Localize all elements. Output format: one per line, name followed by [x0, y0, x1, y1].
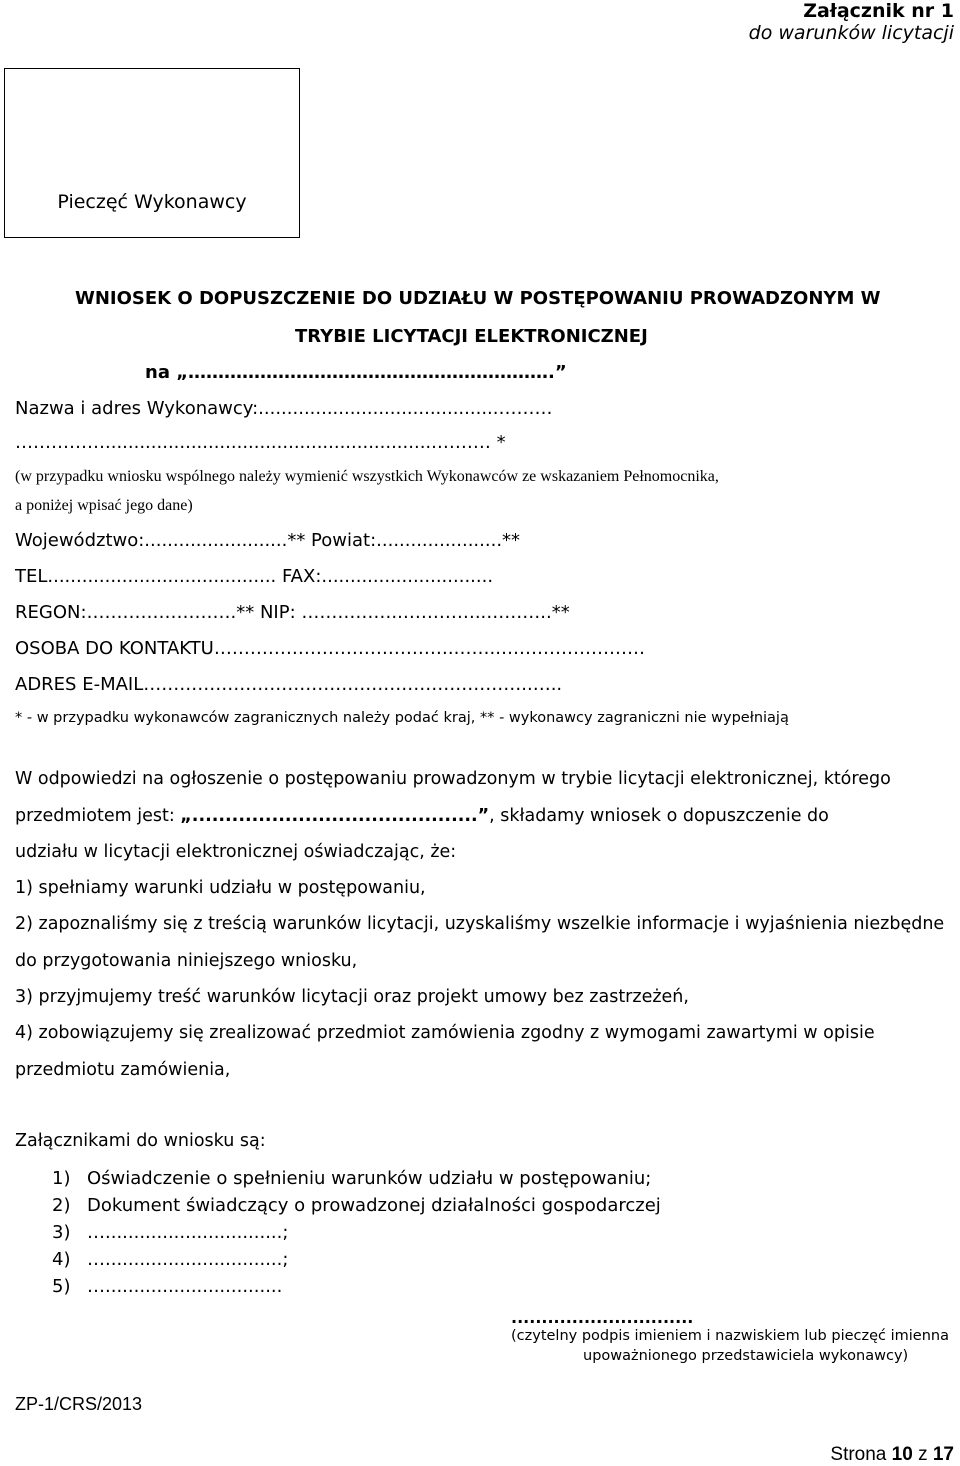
statement-line2: [15, 806, 829, 826]
declaration-item-3: 3) przyjmujemy treść warunków licytacji oraz projekt umowy bez zastrzeżeń,: [15, 987, 689, 1007]
signature-caption-line1: (czytelny podpis imieniem i nazwiskiem lub pieczęć imienna: [511, 1328, 949, 1344]
attachment-item-number: 5): [52, 1276, 71, 1297]
statement-subject-continuation: , składamy wniosek o dopuszczenie do: [489, 806, 829, 826]
attachment-item-text: Dokument świadczący o prowadzonej działalności gospodarczej: [87, 1195, 661, 1216]
attachment-item-number: 2): [52, 1195, 71, 1216]
attachments-heading: Załącznikami do wniosku są:: [15, 1131, 266, 1151]
document-title-subject: na „…………………………………………………….”: [145, 362, 567, 383]
joint-application-note: (w przypadku wniosku wspólnego należy wymienić wszystkich Wykonawców ze wskazaniem Pełnomocnika,: [15, 468, 719, 485]
page-number-current: 10: [891, 1444, 913, 1465]
page-number-separator: z: [912, 1444, 933, 1465]
statement-subject-placeholder: „...........................................”: [180, 806, 490, 826]
signature-line: ..............................: [511, 1308, 694, 1327]
regon-nip-field: REGON:…………………….** NIP: ……………..…………..………..**: [15, 602, 570, 623]
attachment-item-text: …...............................;: [87, 1222, 289, 1243]
attachment-item-text: Oświadczenie o spełnieniu warunków udziału w postępowaniu;: [87, 1168, 652, 1189]
statement-line3: udziału w licytacji elektronicznej oświadczając, że:: [15, 842, 457, 862]
page-number-total: 17: [932, 1444, 954, 1465]
declaration-item-2: 2) zapoznaliśmy się z treścią warunków licytacji, uzyskaliśmy wszelkie informacje i wyjaśnienia niezbędne: [15, 914, 945, 934]
declaration-item-1: 1) spełniamy warunki udziału w postępowaniu,: [15, 878, 426, 898]
document-title-line1: WNIOSEK O DOPUSZCZENIE DO UDZIAŁU W POSTĘPOWANIU PROWADZONYM W: [75, 288, 881, 309]
page-number: [830, 1444, 954, 1466]
contractor-name-address-continuation: ……………..........................................................……… *: [15, 432, 506, 453]
attachment-item-number: 1): [52, 1168, 71, 1189]
document-reference: ZP-1/CRS/2013: [15, 1394, 143, 1414]
joint-application-note-continuation: a poniżej wpisać jego dane): [15, 497, 193, 514]
contractor-name-address: Nazwa i adres Wykonawcy:..........................................………: [15, 398, 553, 419]
declaration-item-4: 4) zobowiązujemy się zrealizować przedmiot zamówienia zgodny z wymogami zawartymi w opisie: [15, 1023, 875, 1043]
document-title-line2: TRYBIE LICYTACJI ELEKTRONICZNEJ: [295, 326, 648, 347]
attachment-number: Załącznik nr 1: [803, 0, 954, 22]
phone-fax-field: TEL........................................ FAX:..............................: [15, 566, 494, 587]
attachment-item-number: 4): [52, 1249, 71, 1270]
declaration-item-4-continuation: przedmiotu zamówienia,: [15, 1060, 231, 1080]
contractor-stamp-box: [4, 68, 300, 238]
attachment-item-text: …...............................;: [87, 1249, 289, 1270]
statement-line1: W odpowiedzi na ogłoszenie o postępowaniu prowadzonym w trybie licytacji elektronicznej, którego: [15, 769, 891, 789]
contact-person-field: OSOBA DO KONTAKTU………………………………….……..……………………: [15, 638, 645, 659]
statement-subject-intro: przedmiotem jest:: [15, 806, 181, 826]
email-field: ADRES E-MAIL………………………………………………………..…..: [15, 674, 563, 695]
page-number-prefix: Strona: [830, 1444, 892, 1465]
declaration-item-2-continuation: do przygotowania niniejszego wniosku,: [15, 951, 358, 971]
voivodeship-district-field: Województwo:.........................** Powiat:......................**: [15, 530, 521, 551]
signature-caption-line2: upoważnionego przedstawiciela wykonawcy): [583, 1348, 909, 1364]
foreign-contractor-footnote: * - w przypadku wykonawców zagranicznych należy podać kraj, ** - wykonawcy zagraniczni nie wypełniają: [15, 710, 789, 726]
stamp-label: Pieczęć Wykonawcy: [57, 191, 247, 213]
attachment-item-text: …...............................: [87, 1276, 283, 1297]
attachment-item-number: 3): [52, 1222, 71, 1243]
attachment-reference: do warunków licytacji: [748, 22, 954, 44]
